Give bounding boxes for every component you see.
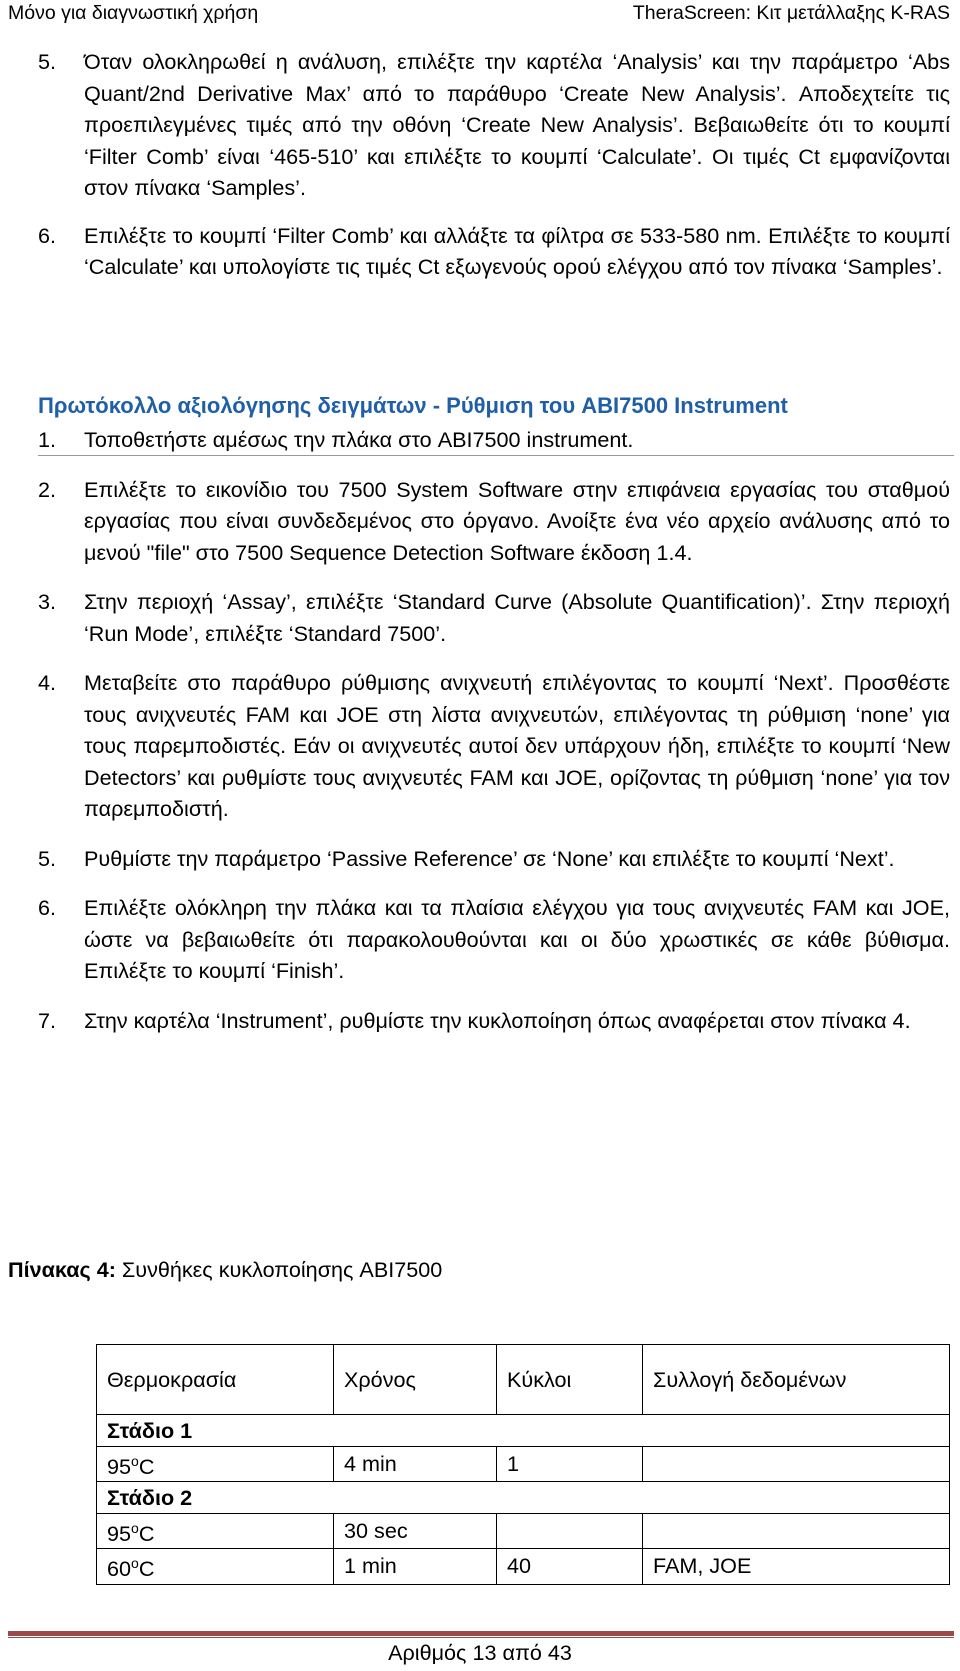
footer-divider-thin xyxy=(8,1637,954,1638)
item-number: 1. xyxy=(38,427,57,452)
list-item xyxy=(38,424,950,456)
item-text: Επιλέξτε ολόκληρη την πλάκα και τα πλαίσια ελέγχου για τους ανιχνευτές FAM και JOE, ώστε να βεβαιωθείτε ότι παρακολουθούνται και οι δύο χρωστικές σε κάθε βύθισμα. Επιλέξτε το κουμπί ‘Finish’. xyxy=(84,895,950,983)
table-row xyxy=(97,1447,950,1482)
stage-label: Στάδιο 2 xyxy=(97,1482,950,1514)
list-item xyxy=(38,667,950,825)
list-item xyxy=(38,46,950,204)
header-cell: Χρόνος xyxy=(334,1345,497,1415)
header-cell: Θερμοκρασία xyxy=(97,1345,334,1415)
section-title: Πρωτόκολλο αξιολόγησης δειγμάτων - Ρύθμιση του ABI7500 Instrument xyxy=(38,393,788,418)
item-number: 3. xyxy=(38,589,57,614)
list-item xyxy=(38,892,950,987)
item-number: 7. xyxy=(38,1007,57,1033)
table-row xyxy=(97,1514,950,1549)
list-item xyxy=(38,843,950,875)
table-header-row xyxy=(97,1345,950,1415)
item-text: Ρυθμίστε την παράμετρο ‘Passive Reference’ σε ‘None’ και επιλέξτε το κουμπί ‘Next’. xyxy=(84,845,895,871)
cycles-cell: 1 xyxy=(497,1447,643,1482)
time-cell: 30 sec xyxy=(334,1514,497,1549)
item-text: Στην καρτέλα ‘Instrument’, ρυθμίστε την κυκλοποίηση όπως αναφέρεται στον πίνακα 4. xyxy=(84,1007,911,1033)
list-item xyxy=(38,1005,950,1037)
item-text: Όταν ολοκληρωθεί η ανάλυση, επιλέξτε την καρτέλα ‘Analysis’ και την παράμετρο ‘Abs Quant/2nd Derivative Max’ από το παράθυρο ‘Create New Analysis’. Αποδεχτείτε τις προεπιλεγμένες τιμές από την οθόνη ‘Create New Analysis’. Βεβαιωθείτε ότι το κουμπί ‘Filter Comb’ είναι ‘465-510’ και επιλέξτε το κουμπί ‘Calculate’. Οι τιμές Ct εμφανίζονται στον πίνακα ‘Samples’. xyxy=(84,49,950,200)
header-cell: Κύκλοι xyxy=(497,1345,643,1415)
cycling-table xyxy=(96,1344,950,1585)
list-item xyxy=(38,586,950,649)
header-left: Μόνο για διαγνωστική χρήση xyxy=(8,2,259,24)
page-header xyxy=(0,0,960,28)
setup-steps xyxy=(38,424,950,1036)
cycles-cell: 40 xyxy=(497,1549,643,1584)
caption-text: Συνθήκες κυκλοποίησης ABI7500 xyxy=(115,1257,443,1282)
temp-cell: 60$^o$C xyxy=(97,1549,334,1584)
item-number: 5. xyxy=(38,49,57,74)
temp-cell: 95$^o$C xyxy=(97,1514,334,1549)
caption-label: Πίνακας 4: xyxy=(8,1257,116,1282)
table-caption xyxy=(8,1254,442,1285)
collect-cell xyxy=(643,1447,950,1482)
item-number: 2. xyxy=(38,476,57,502)
item-text: Επιλέξτε το εικονίδιο του 7500 System Software στην επιφάνεια εργασίας του σταθμού εργασίας που είναι συνδεδεμένος στο όργανο. Ανοίξτε ένα νέο αρχείο ανάλυσης από το μενού "file" στο 7500 Sequence Detection Software έκδοση 1.4. xyxy=(84,476,950,565)
item-number: 6. xyxy=(38,222,57,248)
item-text: Τοποθετήστε αμέσως την πλάκα στο ABI7500 instrument. xyxy=(84,427,634,452)
time-cell: 4 min xyxy=(334,1447,497,1482)
analysis-steps xyxy=(38,46,950,283)
list-item xyxy=(38,474,950,569)
page-number: Αριθμός 13 από 43 xyxy=(388,1640,572,1665)
item-number: 4. xyxy=(38,670,57,695)
item-text: Μεταβείτε στο παράθυρο ρύθμισης ανιχνευτή επιλέγοντας το κουμπί ‘Next’. Προσθέστε τους ανιχνευτές FAM και JOE στη λίστα ανιχνευτών, επιλέγοντας τη ρύθμιση ‘none’ για τους παρεμποδιστές. Εάν οι ανιχνευτές αυτοί δεν υπάρχουν ήδη, επιλέξτε το κουμπί ‘New Detectors’ και ρυθμίστε τους ανιχνευτές FAM και JOE, ορίζοντας τη ρύθμιση ‘none’ για τον παρεμποδιστή. xyxy=(84,670,950,821)
collect-cell: FAM, JOE xyxy=(643,1549,950,1584)
header-cell: Συλλογή δεδομένων xyxy=(643,1345,950,1415)
table-row xyxy=(97,1482,950,1514)
cycles-cell xyxy=(497,1514,643,1549)
footer-divider xyxy=(8,1631,954,1636)
list-item xyxy=(38,220,950,283)
temp-cell: 95$^o$C xyxy=(97,1447,334,1482)
item-text: Στην περιοχή ‘Assay’, επιλέξτε ‘Standard Curve (Absolute Quantification)’. Στην περιοχή ‘Run Mode’, επιλέξτε ‘Standard 7500’. xyxy=(84,589,950,646)
table-row xyxy=(97,1549,950,1584)
stage-label: Στάδιο 1 xyxy=(97,1415,950,1447)
table-row xyxy=(97,1415,950,1447)
header-right: TheraScreen: Κιτ μετάλλαξης K-RAS xyxy=(632,2,950,24)
item-text: Επιλέξτε το κουμπί ‘Filter Comb’ και αλλάξτε τα φίλτρα σε 533-580 nm. Επιλέξτε το κουμπί ‘Calculate’ και υπολογίστε τις τιμές Ct εξωγενούς ορού ελέγχου από τον πίνακα ‘Samples’. xyxy=(84,222,950,279)
item-number: 6. xyxy=(38,895,57,920)
time-cell: 1 min xyxy=(334,1549,497,1584)
collect-cell xyxy=(643,1514,950,1549)
item-number: 5. xyxy=(38,845,57,871)
